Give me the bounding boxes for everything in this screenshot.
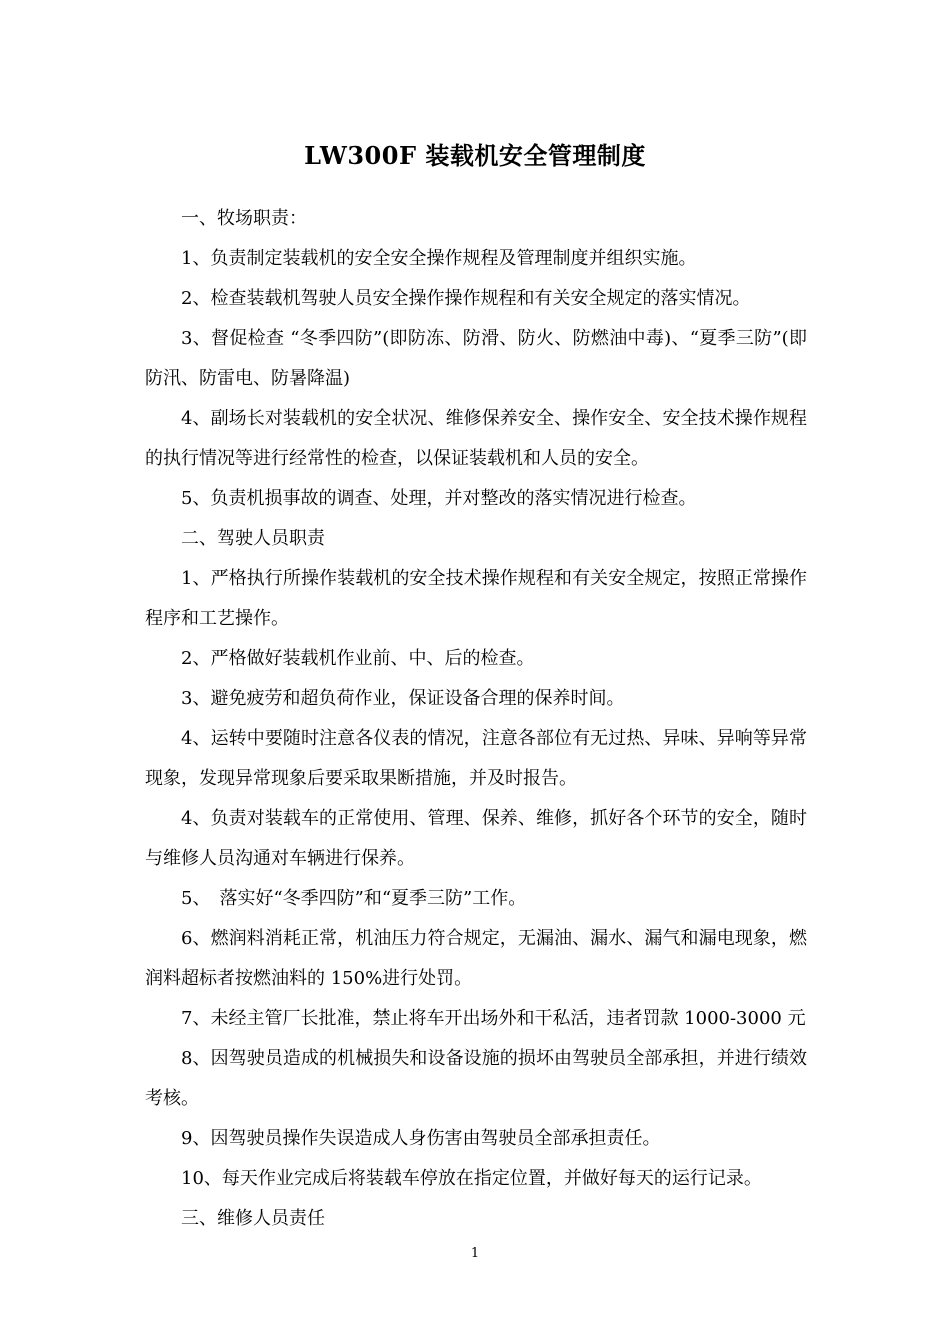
paragraph: 1、负责制定装载机的安全安全操作规程及管理制度并组织实施。 [181,248,697,269]
paragraph: 3、避免疲劳和超负荷作业，保证设备合理的保养时间。 [181,688,625,709]
paragraph: 4、运转中要随时注意各仪表的情况，注意各部位有无过热、异味、异响等异常现象，发现异常现象后要采取果断措施，并及时报告。 [145,728,807,789]
paragraph: 8、因驾驶员造成的机械损失和设备设施的损坏由驾驶员全部承担，并进行绩效考核。 [145,1048,807,1109]
paragraph: 4、副场长对装载机的安全状况、维修保养安全、操作安全、安全技术操作规程的执行情况等进行经常性的检查，以保证装载机和人员的安全。 [145,408,807,469]
paragraph: 10、每天作业完成后将装载车停放在指定位置，并做好每天的运行记录。 [181,1168,762,1189]
paragraph: 3、督促检查 “冬季四防”(即防冻、防滑、防火、防燃油中毒)、“夏季三防”(即防汛、防雷电、防暑降温) [145,328,807,389]
paragraph: 5、 落实好“冬季四防”和“夏季三防”工作。 [181,888,527,909]
paragraph: 2、严格做好装载机作业前、中、后的检查。 [181,648,535,669]
paragraph: 1、严格执行所操作装载机的安全技术操作规程和有关安全规定，按照正常操作程序和工艺操作。 [145,568,807,629]
document-title: LW300F 装载机安全管理制度 [304,141,646,170]
paragraph: 6、燃润料消耗正常，机油压力符合规定，无漏油、漏水、漏气和漏电现象，燃润料超标者按燃油料的 150%进行处罚。 [145,928,807,989]
page-number: 1 [470,1246,480,1261]
section-heading: 三、维修人员责任 [181,1208,325,1229]
paragraph: 2、检查装载机驾驶人员安全操作操作规程和有关安全规定的落实情况。 [181,288,751,309]
paragraph: 7、未经主管厂长批准，禁止将车开出场外和干私活，违者罚款 1000-3000 元 [181,1008,806,1029]
section-heading: 一、牧场职责： [181,208,307,229]
section-heading: 二、驾驶人员职责 [181,528,325,549]
paragraph: 4、负责对装载车的正常使用、管理、保养、维修，抓好各个环节的安全，随时与维修人员沟通对车辆进行保养。 [145,808,807,869]
paragraph: 9、因驾驶员操作失误造成人身伤害由驾驶员全部承担责任。 [181,1128,661,1149]
paragraph: 5、负责机损事故的调查、处理，并对整改的落实情况进行检查。 [181,488,697,509]
document-body [145,199,807,1239]
